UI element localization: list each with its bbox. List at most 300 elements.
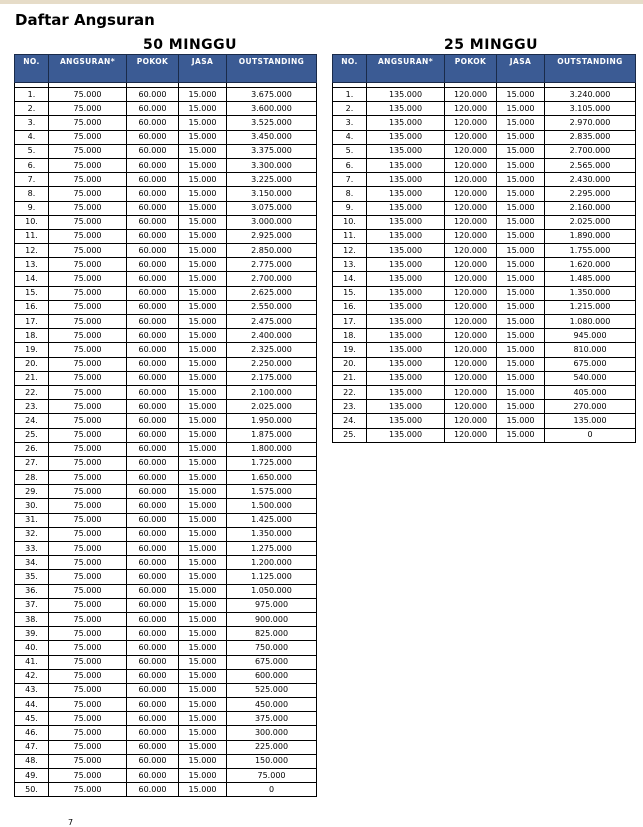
cell-pokok: 60.000 <box>127 201 179 215</box>
cell-angsuran: 135.000 <box>367 300 445 314</box>
cell-outstanding: 945.000 <box>545 329 636 343</box>
cell-outstanding: 2.700.000 <box>545 144 636 158</box>
cell-angsuran: 75.000 <box>49 229 127 243</box>
cell-outstanding: 900.000 <box>227 612 317 626</box>
table-row <box>15 471 317 485</box>
cell-jasa: 15.000 <box>497 286 545 300</box>
cell-angsuran: 75.000 <box>49 173 127 187</box>
cell-outstanding: 825.000 <box>227 627 317 641</box>
cell-outstanding: 1.350.000 <box>227 527 317 541</box>
cell-outstanding: 270.000 <box>545 400 636 414</box>
table-row <box>15 754 317 768</box>
cell-outstanding: 3.075.000 <box>227 201 317 215</box>
table-row <box>333 116 636 130</box>
table-row <box>15 343 317 357</box>
cell-pokok: 120.000 <box>445 315 497 329</box>
cell-no: 14. <box>333 272 367 286</box>
cell-outstanding: 2.475.000 <box>227 315 317 329</box>
cell-angsuran: 135.000 <box>367 158 445 172</box>
cell-angsuran: 75.000 <box>49 612 127 626</box>
table-row <box>333 187 636 201</box>
table-row <box>333 428 636 442</box>
cell-jasa: 15.000 <box>179 641 227 655</box>
cell-angsuran: 75.000 <box>49 726 127 740</box>
table-row <box>333 371 636 385</box>
top-rule <box>0 0 643 4</box>
cell-jasa: 15.000 <box>497 244 545 258</box>
cell-angsuran: 75.000 <box>49 400 127 414</box>
cell-no: 18. <box>333 329 367 343</box>
cell-angsuran: 75.000 <box>49 201 127 215</box>
cell-angsuran: 75.000 <box>49 655 127 669</box>
table-row <box>15 244 317 258</box>
col-header-angsuran: ANGSURAN* <box>367 55 445 83</box>
cell-jasa: 15.000 <box>179 215 227 229</box>
cell-jasa: 15.000 <box>179 627 227 641</box>
cell-outstanding: 2.250.000 <box>227 357 317 371</box>
cell-pokok: 60.000 <box>127 726 179 740</box>
cell-no: 30. <box>15 499 49 513</box>
cell-pokok: 60.000 <box>127 471 179 485</box>
cell-no: 19. <box>15 343 49 357</box>
col-header-jasa: JASA <box>497 55 545 83</box>
cell-outstanding: 2.550.000 <box>227 300 317 314</box>
cell-pokok: 60.000 <box>127 655 179 669</box>
cell-no: 28. <box>15 471 49 485</box>
cell-angsuran: 135.000 <box>367 130 445 144</box>
cell-outstanding: 1.800.000 <box>227 442 317 456</box>
cell-jasa: 15.000 <box>179 158 227 172</box>
cell-outstanding: 1.500.000 <box>227 499 317 513</box>
cell-pokok: 120.000 <box>445 385 497 399</box>
table-row <box>15 130 317 144</box>
table-row <box>333 130 636 144</box>
table-row <box>15 442 317 456</box>
cell-outstanding: 2.400.000 <box>227 329 317 343</box>
cell-pokok: 120.000 <box>445 173 497 187</box>
table-row <box>15 598 317 612</box>
cell-angsuran: 75.000 <box>49 116 127 130</box>
cell-no: 44. <box>15 698 49 712</box>
table-row <box>333 400 636 414</box>
cell-angsuran: 75.000 <box>49 244 127 258</box>
table-row <box>333 229 636 243</box>
cell-pokok: 120.000 <box>445 371 497 385</box>
cell-no: 22. <box>333 385 367 399</box>
cell-outstanding: 2.100.000 <box>227 385 317 399</box>
table-row <box>333 329 636 343</box>
cell-pokok: 60.000 <box>127 116 179 130</box>
cell-angsuran: 75.000 <box>49 669 127 683</box>
table-row <box>333 244 636 258</box>
cell-angsuran: 135.000 <box>367 400 445 414</box>
cell-pokok: 60.000 <box>127 385 179 399</box>
table-row <box>15 300 317 314</box>
cell-angsuran: 75.000 <box>49 144 127 158</box>
cell-pokok: 120.000 <box>445 116 497 130</box>
cell-outstanding: 405.000 <box>545 385 636 399</box>
cell-no: 42. <box>15 669 49 683</box>
cell-angsuran: 75.000 <box>49 385 127 399</box>
cell-angsuran: 75.000 <box>49 499 127 513</box>
cell-no: 5. <box>15 144 49 158</box>
cell-angsuran: 135.000 <box>367 244 445 258</box>
cell-jasa: 15.000 <box>179 229 227 243</box>
cell-outstanding: 2.835.000 <box>545 130 636 144</box>
table-row <box>15 669 317 683</box>
table-row <box>15 584 317 598</box>
cell-no: 18. <box>15 329 49 343</box>
cell-jasa: 15.000 <box>497 400 545 414</box>
cell-angsuran: 135.000 <box>367 414 445 428</box>
cell-pokok: 60.000 <box>127 527 179 541</box>
cell-no: 32. <box>15 527 49 541</box>
table-row <box>333 201 636 215</box>
cell-outstanding: 150.000 <box>227 754 317 768</box>
cell-pokok: 60.000 <box>127 769 179 783</box>
cell-no: 48. <box>15 754 49 768</box>
cell-pokok: 60.000 <box>127 144 179 158</box>
cell-jasa: 15.000 <box>179 144 227 158</box>
cell-pokok: 60.000 <box>127 173 179 187</box>
cell-outstanding: 1.620.000 <box>545 258 636 272</box>
cell-angsuran: 135.000 <box>367 371 445 385</box>
cell-angsuran: 75.000 <box>49 215 127 229</box>
cell-no: 20. <box>15 357 49 371</box>
cell-jasa: 15.000 <box>497 315 545 329</box>
cell-jasa: 15.000 <box>179 88 227 102</box>
cell-jasa: 15.000 <box>497 428 545 442</box>
cell-pokok: 60.000 <box>127 570 179 584</box>
cell-pokok: 60.000 <box>127 456 179 470</box>
cell-no: 7. <box>333 173 367 187</box>
cell-outstanding: 0 <box>227 783 317 797</box>
cell-no: 50. <box>15 783 49 797</box>
cell-pokok: 60.000 <box>127 329 179 343</box>
cell-pokok: 60.000 <box>127 371 179 385</box>
cell-angsuran: 75.000 <box>49 286 127 300</box>
cell-no: 11. <box>15 229 49 243</box>
cell-pokok: 60.000 <box>127 102 179 116</box>
cell-angsuran: 75.000 <box>49 315 127 329</box>
cell-outstanding: 1.215.000 <box>545 300 636 314</box>
cell-jasa: 15.000 <box>179 683 227 697</box>
cell-angsuran: 75.000 <box>49 783 127 797</box>
cell-jasa: 15.000 <box>179 584 227 598</box>
cell-pokok: 120.000 <box>445 414 497 428</box>
cell-no: 21. <box>333 371 367 385</box>
cell-outstanding: 2.850.000 <box>227 244 317 258</box>
cell-angsuran: 75.000 <box>49 343 127 357</box>
cell-pokok: 60.000 <box>127 542 179 556</box>
table-row <box>15 456 317 470</box>
cell-no: 10. <box>333 215 367 229</box>
table-row <box>333 173 636 187</box>
cell-no: 2. <box>333 102 367 116</box>
table-title: 25 MINGGU <box>443 37 539 53</box>
col-header-angsuran: ANGSURAN* <box>49 55 127 83</box>
cell-jasa: 15.000 <box>179 471 227 485</box>
cell-angsuran: 135.000 <box>367 173 445 187</box>
cell-angsuran: 75.000 <box>49 627 127 641</box>
cell-jasa: 15.000 <box>179 414 227 428</box>
table-row <box>15 102 317 116</box>
cell-jasa: 15.000 <box>179 513 227 527</box>
cell-pokok: 60.000 <box>127 556 179 570</box>
cell-no: 23. <box>15 400 49 414</box>
table-row <box>15 783 317 797</box>
cell-outstanding: 3.300.000 <box>227 158 317 172</box>
page-footnote: 7 <box>68 818 74 827</box>
cell-outstanding: 810.000 <box>545 343 636 357</box>
cell-angsuran: 75.000 <box>49 471 127 485</box>
cell-pokok: 60.000 <box>127 414 179 428</box>
cell-pokok: 60.000 <box>127 315 179 329</box>
cell-pokok: 60.000 <box>127 485 179 499</box>
col-header-outstanding: OUTSTANDING <box>227 55 317 83</box>
table-row <box>15 556 317 570</box>
cell-angsuran: 135.000 <box>367 357 445 371</box>
cell-outstanding: 1.275.000 <box>227 542 317 556</box>
cell-outstanding: 450.000 <box>227 698 317 712</box>
cell-no: 2. <box>15 102 49 116</box>
cell-angsuran: 135.000 <box>367 102 445 116</box>
table-row <box>15 116 317 130</box>
cell-pokok: 60.000 <box>127 698 179 712</box>
cell-outstanding: 975.000 <box>227 598 317 612</box>
table-row <box>15 400 317 414</box>
cell-no: 17. <box>333 315 367 329</box>
col-header-pokok: POKOK <box>445 55 497 83</box>
cell-outstanding: 375.000 <box>227 712 317 726</box>
cell-angsuran: 75.000 <box>49 513 127 527</box>
cell-pokok: 60.000 <box>127 627 179 641</box>
table-row <box>15 158 317 172</box>
table-row <box>333 272 636 286</box>
cell-angsuran: 75.000 <box>49 570 127 584</box>
cell-outstanding: 1.575.000 <box>227 485 317 499</box>
cell-jasa: 15.000 <box>179 570 227 584</box>
table-row <box>15 683 317 697</box>
cell-angsuran: 75.000 <box>49 258 127 272</box>
cell-angsuran: 75.000 <box>49 740 127 754</box>
cell-jasa: 15.000 <box>179 612 227 626</box>
cell-no: 11. <box>333 229 367 243</box>
cell-angsuran: 75.000 <box>49 158 127 172</box>
table-row <box>15 173 317 187</box>
cell-pokok: 60.000 <box>127 187 179 201</box>
cell-angsuran: 135.000 <box>367 315 445 329</box>
cell-outstanding: 3.450.000 <box>227 130 317 144</box>
cell-pokok: 60.000 <box>127 683 179 697</box>
cell-outstanding: 540.000 <box>545 371 636 385</box>
cell-pokok: 60.000 <box>127 584 179 598</box>
cell-angsuran: 75.000 <box>49 556 127 570</box>
cell-outstanding: 2.625.000 <box>227 286 317 300</box>
table-row <box>15 329 317 343</box>
table-row <box>333 158 636 172</box>
cell-no: 4. <box>15 130 49 144</box>
cell-outstanding: 300.000 <box>227 726 317 740</box>
cell-pokok: 120.000 <box>445 428 497 442</box>
cell-angsuran: 135.000 <box>367 343 445 357</box>
cell-jasa: 15.000 <box>497 343 545 357</box>
cell-no: 40. <box>15 641 49 655</box>
cell-pokok: 60.000 <box>127 244 179 258</box>
cell-jasa: 15.000 <box>497 272 545 286</box>
cell-pokok: 60.000 <box>127 400 179 414</box>
cell-angsuran: 75.000 <box>49 527 127 541</box>
table-row <box>333 286 636 300</box>
cell-no: 12. <box>333 244 367 258</box>
cell-no: 29. <box>15 485 49 499</box>
table-row <box>333 385 636 399</box>
cell-jasa: 15.000 <box>179 272 227 286</box>
cell-jasa: 15.000 <box>497 88 545 102</box>
cell-jasa: 15.000 <box>497 300 545 314</box>
cell-angsuran: 75.000 <box>49 187 127 201</box>
cell-pokok: 120.000 <box>445 244 497 258</box>
header-row <box>15 55 317 83</box>
cell-jasa: 15.000 <box>179 315 227 329</box>
installment-table <box>332 54 636 443</box>
cell-outstanding: 2.295.000 <box>545 187 636 201</box>
table-row <box>333 144 636 158</box>
cell-jasa: 15.000 <box>497 258 545 272</box>
cell-no: 10. <box>15 215 49 229</box>
table-row <box>15 513 317 527</box>
table-row <box>15 527 317 541</box>
cell-jasa: 15.000 <box>179 343 227 357</box>
cell-no: 9. <box>333 201 367 215</box>
cell-pokok: 120.000 <box>445 144 497 158</box>
cell-no: 20. <box>333 357 367 371</box>
cell-outstanding: 1.950.000 <box>227 414 317 428</box>
cell-outstanding: 75.000 <box>227 769 317 783</box>
cell-no: 4. <box>333 130 367 144</box>
table-row <box>15 570 317 584</box>
cell-pokok: 120.000 <box>445 102 497 116</box>
cell-angsuran: 75.000 <box>49 88 127 102</box>
cell-no: 24. <box>15 414 49 428</box>
table-row <box>333 315 636 329</box>
cell-outstanding: 2.025.000 <box>227 400 317 414</box>
cell-angsuran: 75.000 <box>49 130 127 144</box>
cell-outstanding: 1.200.000 <box>227 556 317 570</box>
cell-jasa: 15.000 <box>179 130 227 144</box>
table-row <box>15 655 317 669</box>
cell-jasa: 15.000 <box>179 598 227 612</box>
cell-pokok: 60.000 <box>127 272 179 286</box>
cell-angsuran: 75.000 <box>49 371 127 385</box>
col-header-no: NO. <box>333 55 367 83</box>
cell-no: 21. <box>15 371 49 385</box>
cell-outstanding: 3.000.000 <box>227 215 317 229</box>
cell-jasa: 15.000 <box>497 116 545 130</box>
cell-no: 16. <box>15 300 49 314</box>
cell-no: 5. <box>333 144 367 158</box>
cell-no: 8. <box>15 187 49 201</box>
table-row <box>15 187 317 201</box>
cell-outstanding: 675.000 <box>227 655 317 669</box>
table-row <box>15 385 317 399</box>
cell-angsuran: 135.000 <box>367 215 445 229</box>
cell-angsuran: 75.000 <box>49 442 127 456</box>
cell-no: 24. <box>333 414 367 428</box>
cell-angsuran: 75.000 <box>49 357 127 371</box>
cell-pokok: 60.000 <box>127 641 179 655</box>
table-row <box>333 343 636 357</box>
cell-jasa: 15.000 <box>179 300 227 314</box>
cell-angsuran: 135.000 <box>367 272 445 286</box>
cell-no: 12. <box>15 244 49 258</box>
cell-jasa: 15.000 <box>497 102 545 116</box>
table-row <box>15 144 317 158</box>
cell-no: 13. <box>15 258 49 272</box>
cell-no: 15. <box>15 286 49 300</box>
cell-no: 3. <box>15 116 49 130</box>
cell-outstanding: 3.375.000 <box>227 144 317 158</box>
cell-angsuran: 135.000 <box>367 385 445 399</box>
cell-pokok: 60.000 <box>127 215 179 229</box>
cell-jasa: 15.000 <box>179 527 227 541</box>
table-row <box>15 414 317 428</box>
cell-angsuran: 135.000 <box>367 187 445 201</box>
table-row <box>333 300 636 314</box>
cell-jasa: 15.000 <box>179 456 227 470</box>
cell-pokok: 120.000 <box>445 400 497 414</box>
cell-outstanding: 2.925.000 <box>227 229 317 243</box>
table-row <box>333 414 636 428</box>
cell-angsuran: 75.000 <box>49 300 127 314</box>
cell-pokok: 60.000 <box>127 258 179 272</box>
cell-angsuran: 75.000 <box>49 485 127 499</box>
cell-pokok: 60.000 <box>127 612 179 626</box>
cell-outstanding: 3.675.000 <box>227 88 317 102</box>
cell-outstanding: 2.325.000 <box>227 343 317 357</box>
cell-no: 22. <box>15 385 49 399</box>
cell-pokok: 60.000 <box>127 513 179 527</box>
cell-no: 45. <box>15 712 49 726</box>
cell-angsuran: 135.000 <box>367 116 445 130</box>
table-row <box>15 726 317 740</box>
cell-pokok: 60.000 <box>127 598 179 612</box>
cell-jasa: 15.000 <box>497 215 545 229</box>
table-row <box>15 712 317 726</box>
cell-outstanding: 1.350.000 <box>545 286 636 300</box>
cell-jasa: 15.000 <box>179 754 227 768</box>
cell-jasa: 15.000 <box>179 769 227 783</box>
cell-jasa: 15.000 <box>497 201 545 215</box>
cell-jasa: 15.000 <box>179 499 227 513</box>
cell-jasa: 15.000 <box>179 400 227 414</box>
cell-angsuran: 75.000 <box>49 641 127 655</box>
cell-no: 16. <box>333 300 367 314</box>
table-row <box>15 542 317 556</box>
cell-angsuran: 75.000 <box>49 598 127 612</box>
cell-outstanding: 1.755.000 <box>545 244 636 258</box>
cell-jasa: 15.000 <box>179 740 227 754</box>
cell-angsuran: 75.000 <box>49 754 127 768</box>
cell-no: 33. <box>15 542 49 556</box>
cell-jasa: 15.000 <box>179 371 227 385</box>
cell-jasa: 15.000 <box>179 357 227 371</box>
cell-pokok: 120.000 <box>445 229 497 243</box>
col-header-jasa: JASA <box>179 55 227 83</box>
table-50-minggu <box>14 36 316 797</box>
cell-outstanding: 2.160.000 <box>545 201 636 215</box>
cell-angsuran: 75.000 <box>49 456 127 470</box>
